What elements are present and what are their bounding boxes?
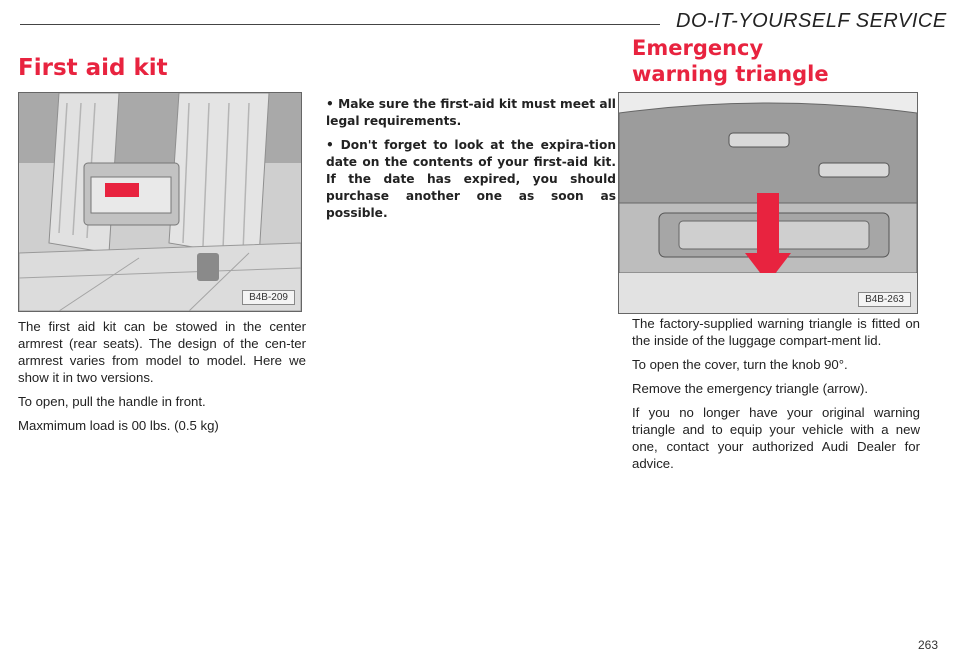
note-item: • Make sure the first-aid kit must meet all legal requirements. [326, 97, 616, 128]
warning-triangle-title [632, 35, 829, 87]
paragraph: To open, pull the handle in front. [18, 394, 206, 409]
rear-seat-armrest-drawing [19, 93, 301, 311]
title-line: Emergency [632, 36, 764, 60]
figure-code-label: B4B-209 [242, 290, 295, 305]
luggage-lid-drawing [619, 93, 917, 313]
first-aid-kit-title: First aid kit [18, 55, 168, 81]
paragraph: Maxmimum load is 00 lbs. (0.5 kg) [18, 418, 219, 433]
paragraph: Remove the emergency triangle (arrow). [632, 381, 869, 396]
title-line: warning triangle [632, 62, 829, 86]
page-number: 263 [917, 638, 938, 652]
first-aid-kit-description [18, 318, 306, 441]
paragraph: The factory-supplied warning triangle is fitted on the inside of the luggage compart-ment lid. [632, 316, 920, 348]
paragraph: The first aid kit can be stowed in the center armrest (rear seats). The design of the cen-ter armrest varies from model to model. Here we show it in two versions. [18, 319, 306, 385]
section-header: DO-IT-YOURSELF SERVICE [676, 10, 947, 32]
paragraph: To open the cover, turn the knob 90°. [632, 357, 848, 372]
note-item: • Don't forget to look at the expira-tion date on the contents of your first-aid kit. If the date has expired, you should purchase another one as soon as possible. [326, 138, 616, 220]
first-aid-kit-notes [326, 96, 616, 229]
header-rule [20, 24, 660, 25]
paragraph: If you no longer have your original warning triangle and to equip your vehicle with a new one, contact your authorized Audi Dealer for advice. [632, 405, 920, 471]
warning-triangle-illustration [618, 92, 918, 314]
first-aid-kit-illustration [18, 92, 302, 312]
warning-triangle-description [632, 315, 920, 479]
figure-code-label: B4B-263 [858, 292, 911, 307]
